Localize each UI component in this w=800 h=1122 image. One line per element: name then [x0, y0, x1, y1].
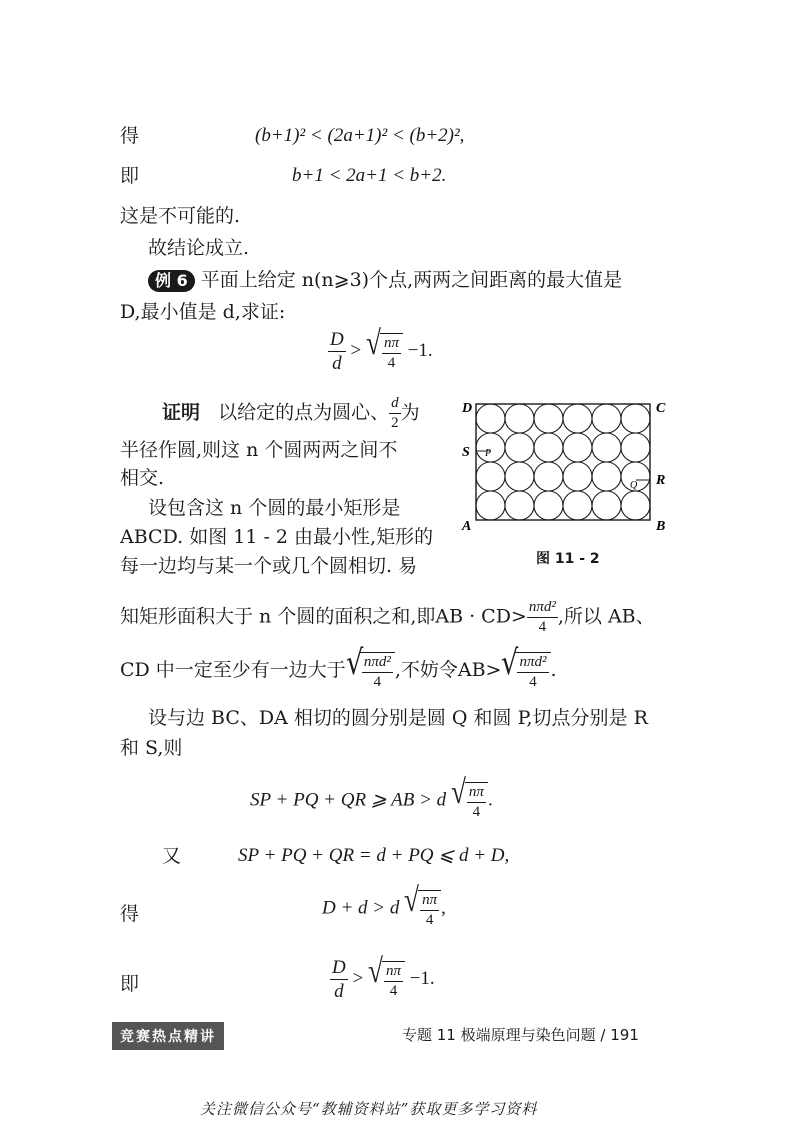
- figure-circle: [476, 491, 505, 520]
- footer-tag: 竞赛热点精讲: [112, 1022, 224, 1050]
- figure-circle: [621, 491, 650, 520]
- proof-p1a: 以给定的点为圆心、: [218, 401, 390, 424]
- label-R: R: [656, 473, 666, 488]
- goal-fraction: [328, 330, 346, 373]
- eq3-sqrt: √ $\frac{n\pi}{4}$: [451, 782, 488, 820]
- example-line-1: [148, 266, 622, 294]
- p1-den: 2: [391, 415, 399, 431]
- goal-rad-den: 4: [387, 354, 396, 371]
- eq6-sqrt: √ $\frac{n\pi}{4}$: [368, 961, 405, 999]
- proof-p2: 半径作圆,则这 n 个圆两两之间不: [120, 439, 398, 461]
- eq6-rad-num: nπ: [384, 964, 403, 982]
- proof-p10: 和 S,则: [120, 737, 183, 759]
- label-P: P: [485, 448, 492, 459]
- figure-circle: [505, 462, 534, 491]
- example-badge: 例 6: [148, 270, 195, 292]
- eq3-den: 4: [472, 804, 481, 820]
- word-you: 又: [162, 845, 182, 867]
- figure-circle: [534, 433, 563, 462]
- figure-circle: [592, 433, 621, 462]
- p7b: ,所以 AB、: [557, 605, 655, 628]
- eq5-lhs: D + d > d: [322, 897, 400, 919]
- eq6-op: >: [352, 967, 364, 989]
- label-A: A: [462, 519, 472, 534]
- p8d: .: [550, 659, 557, 681]
- word-ji-1: 即: [120, 165, 140, 187]
- footer-chapter: [402, 1024, 639, 1045]
- impossible-text: 这是不可能的.: [120, 205, 241, 227]
- figure-circle: [476, 404, 505, 433]
- figure-circle: [534, 462, 563, 491]
- p8c-den: 4: [529, 674, 537, 690]
- eq3-lhs: SP + PQ + QR ⩾ AB > d: [250, 789, 447, 811]
- goal-num: D: [330, 329, 344, 350]
- eq3-tail: .: [487, 789, 493, 811]
- eq3: [250, 774, 493, 820]
- eq6-den: d: [334, 981, 344, 1002]
- p8-num: nπd²: [362, 655, 393, 673]
- eq6-frac: [330, 958, 348, 1001]
- figure-circle: [505, 404, 534, 433]
- eq5: [322, 882, 446, 928]
- p8-sqrt: √ $\frac{\text{nπd²}}{4}$: [346, 652, 395, 690]
- eq4: SP + PQ + QR = d + PQ ⩽ d + D,: [238, 845, 510, 866]
- example-text-1: 平面上给定 n(n⩾3)个点,两两之间距离的最大值是: [200, 269, 623, 291]
- proof-p7: [120, 600, 655, 635]
- figure-rectangle-circles: [458, 392, 678, 572]
- eq6-rad-den: 4: [389, 982, 398, 999]
- proof-p4: 设包含这 n 个圆的最小矩形是: [148, 497, 401, 519]
- example-text-2: D,最小值是 d,求证:: [120, 301, 286, 323]
- p7-frac: [527, 600, 558, 635]
- figure-circle: [592, 491, 621, 520]
- eq3-num: nπ: [467, 785, 486, 803]
- figure-circle: [476, 462, 505, 491]
- p8b: ,不妨令AB>: [394, 659, 502, 681]
- word-de-1: 得: [120, 125, 140, 147]
- figure-circle: [621, 404, 650, 433]
- proof-p5: ABCD. 如图 11 - 2 由最小性,矩形的: [120, 526, 434, 548]
- inequality-linear: b+1 < 2a+1 < b+2.: [292, 165, 447, 186]
- eq5-tail: ,: [441, 897, 446, 919]
- proof-p3: 相交.: [120, 467, 165, 489]
- eq5-sqrt: √ $\frac{n\pi}{4}$: [404, 890, 441, 928]
- eq6-num: D: [332, 957, 346, 978]
- figure-circle: [592, 404, 621, 433]
- p7a: 知矩形面积大于 n 个圆的面积之和,即AB · CD>: [120, 605, 527, 628]
- goal-sqrt: √ $\frac{n\pi}{4}$: [366, 333, 403, 371]
- proof-line-1: [162, 396, 420, 431]
- label-C: C: [656, 401, 666, 416]
- label-D: D: [462, 401, 473, 416]
- figure-circle: [534, 491, 563, 520]
- p8c-sqrt: √ $\frac{\text{nπd²}}{4}$: [501, 652, 550, 690]
- inequality-squares: (b+1)² < (2a+1)² < (b+2)²,: [255, 125, 465, 146]
- goal-op: >: [350, 339, 362, 361]
- label-B: B: [656, 519, 666, 534]
- figure-circle: [534, 404, 563, 433]
- p1-num: d: [389, 396, 401, 414]
- eq6-tail: −1.: [409, 967, 435, 989]
- eq6: [330, 952, 435, 1002]
- p8a: CD 中一定至少有一边大于: [120, 659, 346, 681]
- chapter-title: 专题 11 极端原理与染色问题 /: [402, 1026, 606, 1044]
- figure-circle: [592, 462, 621, 491]
- p7-num: nπd²: [527, 600, 558, 618]
- eq5-num: nπ: [420, 893, 439, 911]
- figure-circle: [505, 491, 534, 520]
- word-ji-2: 即: [120, 973, 140, 995]
- label-Q: Q: [630, 480, 638, 491]
- label-S: S: [462, 445, 470, 460]
- p7-den: 4: [538, 619, 547, 635]
- bottom-note: 关注微信公众号“教辅资料站”获取更多学习资料: [200, 1100, 538, 1118]
- p8c-num: nπd²: [517, 655, 548, 673]
- proof-p9: 设与边 BC、DA 相切的圆分别是圆 Q 和圆 P,切点分别是 R: [148, 707, 648, 729]
- proof-p8: [120, 643, 557, 690]
- figure-circle: [621, 433, 650, 462]
- goal-den: d: [332, 353, 342, 374]
- figure-circle: [563, 404, 592, 433]
- conclusion-text: 故结论成立.: [148, 237, 250, 259]
- eq5-den: 4: [425, 912, 434, 928]
- proof-p1b: 为: [400, 401, 420, 424]
- figure-caption: 图 11 - 2: [536, 551, 600, 567]
- goal-rad-num: nπ: [382, 336, 401, 354]
- p8-den: 4: [373, 674, 382, 690]
- figure-circle: [563, 491, 592, 520]
- proof-p6: 每一边均与某一个或几个圆相切. 易: [120, 555, 418, 577]
- page-number: 191: [610, 1026, 639, 1044]
- goal-tail: −1.: [407, 339, 433, 361]
- proof-frac-d2: [389, 396, 401, 431]
- proof-label: 证明: [162, 401, 201, 424]
- goal-formula: [328, 324, 433, 374]
- figure-circle: [505, 433, 534, 462]
- word-de-2: 得: [120, 903, 140, 925]
- figure-circle: [563, 462, 592, 491]
- figure-circle: [563, 433, 592, 462]
